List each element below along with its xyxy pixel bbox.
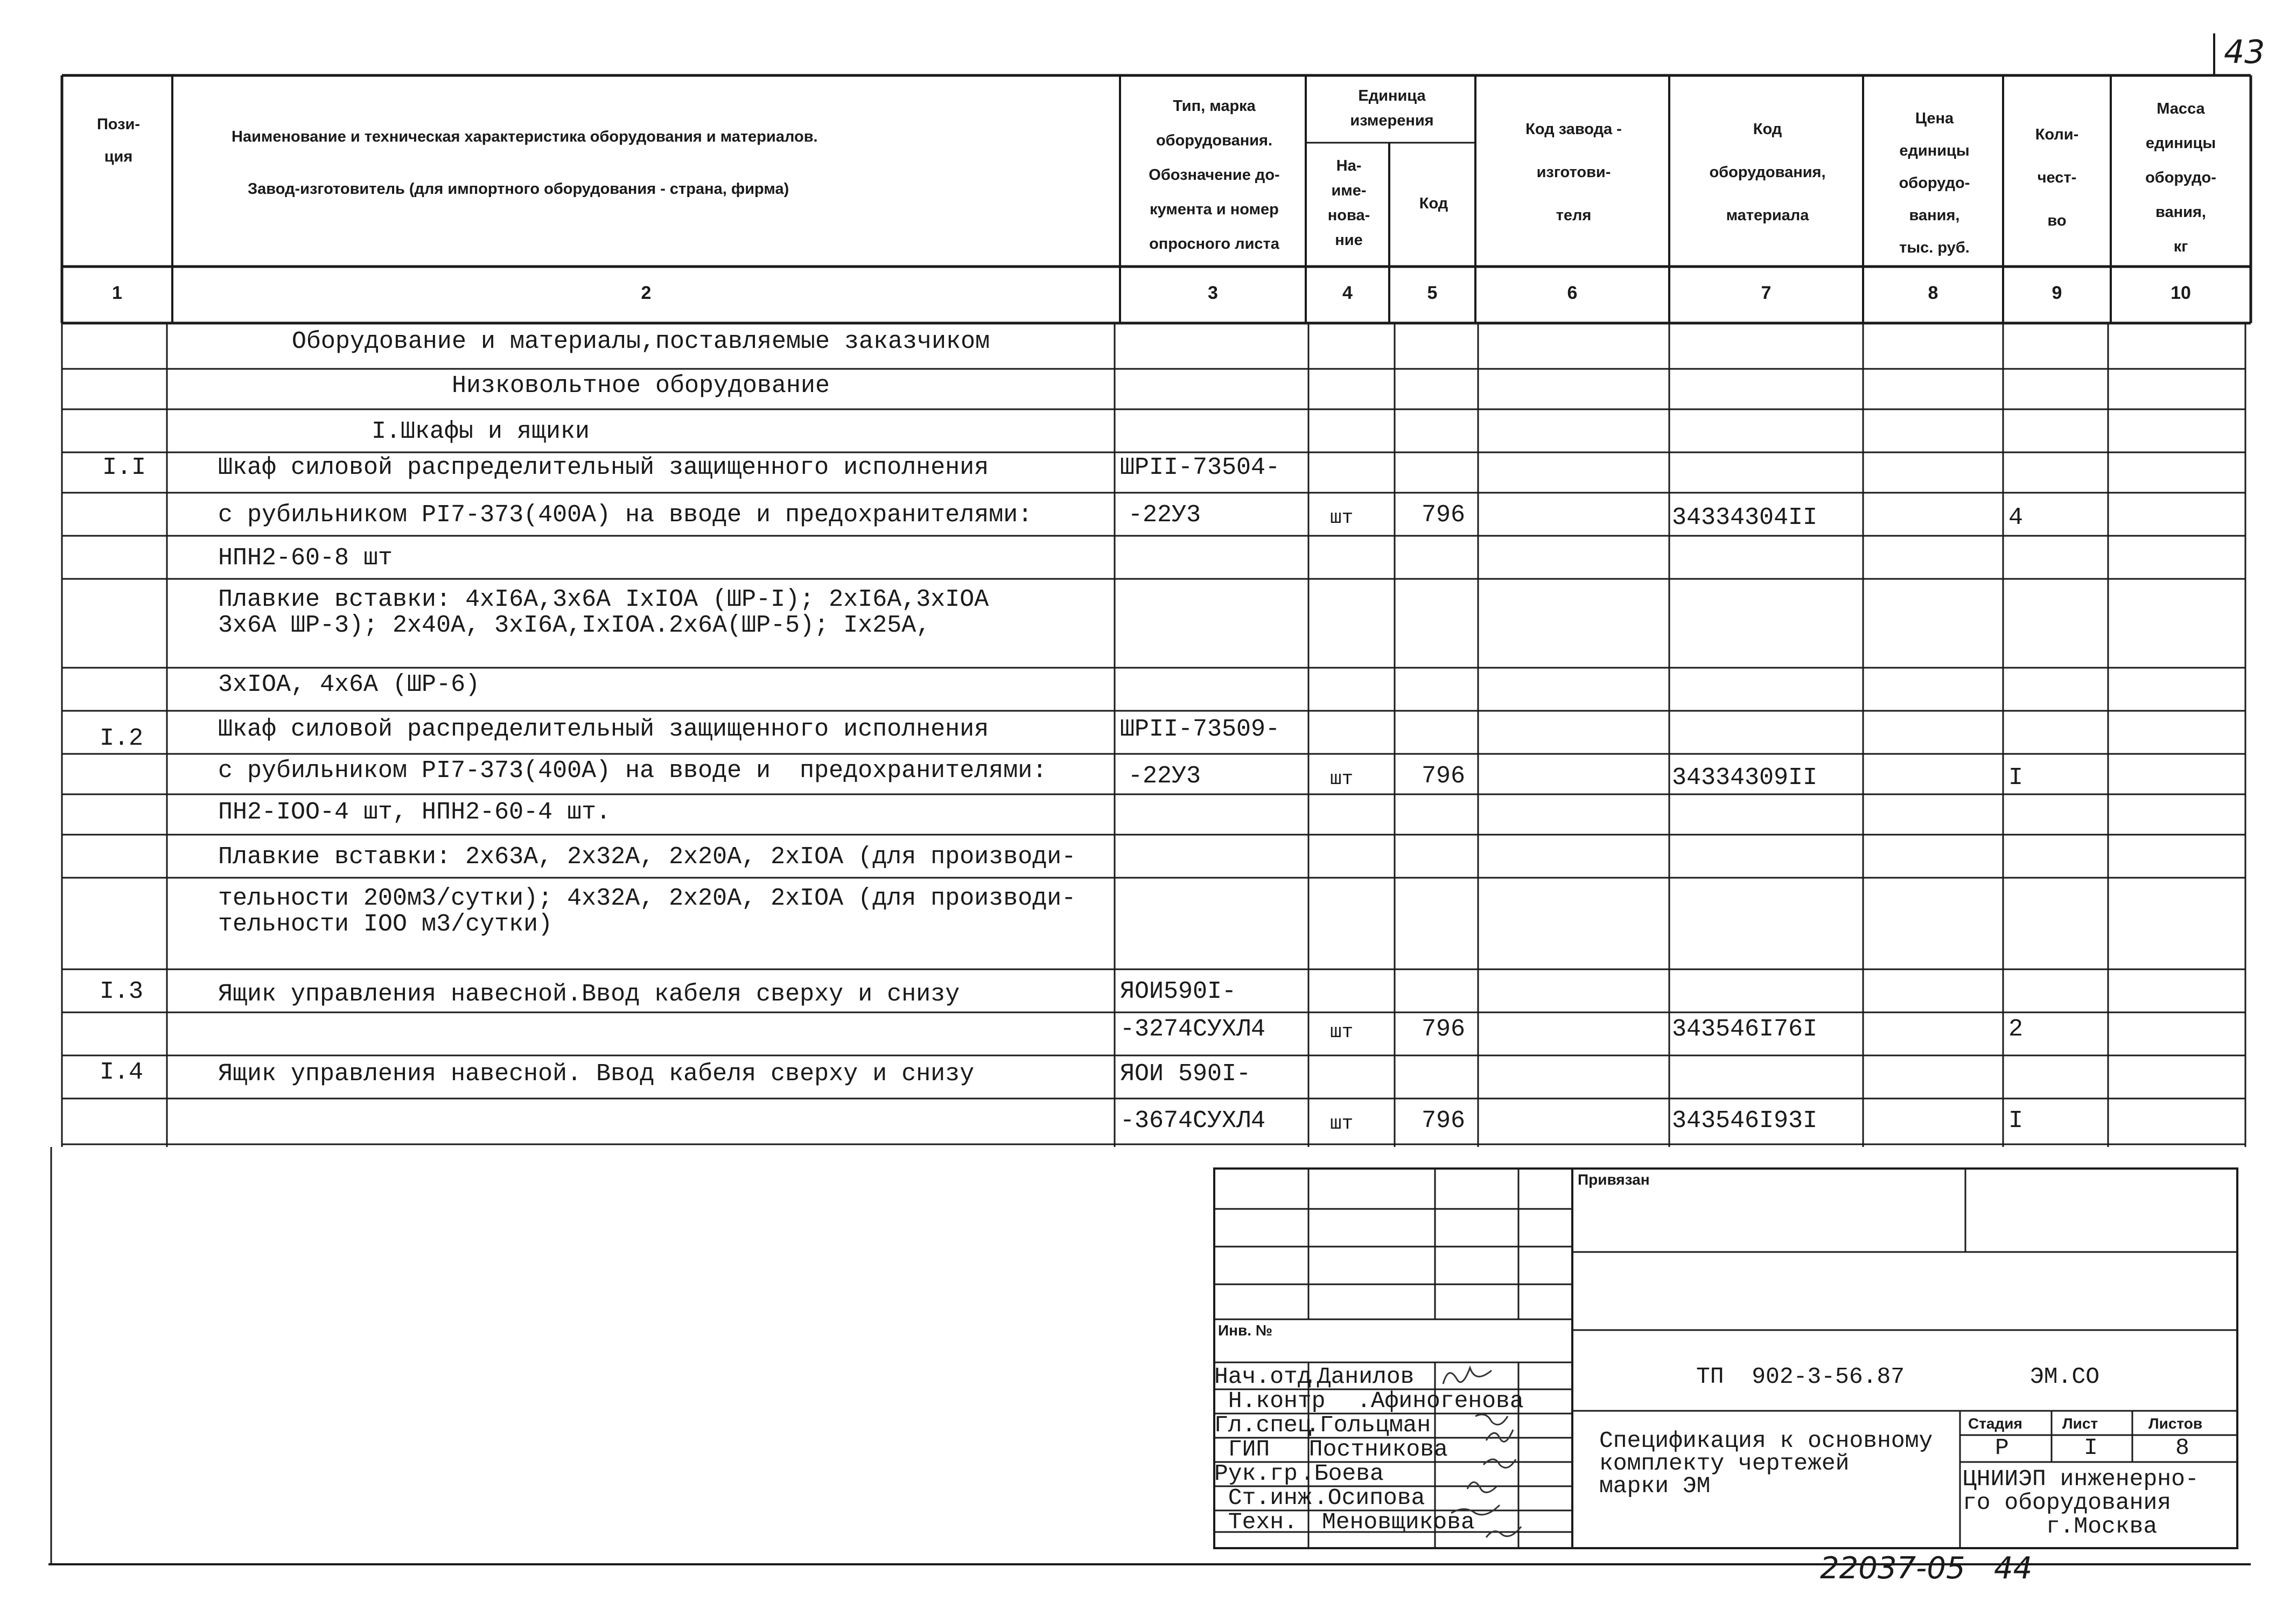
row-type: ШРII-73509- <box>1120 716 1280 743</box>
stamp-person-name: .Гольцман <box>1306 1412 1431 1438</box>
row-name: 3хIОА, 4х6А (ШР-6) <box>218 671 480 698</box>
stamp-sheets: 8 <box>2175 1435 2189 1461</box>
stamp-doc-title: Спецификация к основному комплекту чертежей марки ЭМ <box>1599 1428 1933 1499</box>
colnum-4: 4 <box>1342 283 1353 303</box>
row-position: I.3 <box>100 978 144 1005</box>
stamp-person-name: Меновщикова <box>1322 1509 1475 1535</box>
stamp-organization: ЦНИИЭП инженерно- го оборудования г.Москва <box>1963 1466 2199 1540</box>
row-type: ЯОИ 590I- <box>1120 1060 1251 1088</box>
header-mass-l5: кг <box>2173 238 2188 255</box>
colnum-8: 8 <box>1928 283 1938 303</box>
row-quantity: 4 <box>2008 504 2024 531</box>
header-position-line1: Пози- <box>96 116 141 133</box>
header-qty-l2: чест- <box>2037 169 2077 186</box>
row-name: Шкаф силовой распределительный защищенного исполнения <box>218 716 989 743</box>
header-price-l2: единицы <box>1899 142 1970 159</box>
row-name: тельности 200м3/сутки); 4х32А, 2х20А, 2хIОА (для производи- тельности IОО м3/сутки) <box>218 885 1076 938</box>
header-mass-l3: оборудо- <box>2145 169 2216 186</box>
row-type: -3674СУХЛ4 <box>1120 1107 1266 1135</box>
header-mass-l2: единицы <box>2145 135 2216 152</box>
page-number: 43 <box>2224 33 2265 71</box>
header-factory-l1: Код завода - <box>1525 121 1622 138</box>
colnum-2: 2 <box>641 283 652 303</box>
header-unit-l1: Единица <box>1358 87 1426 104</box>
stamp-role: Нач.отд <box>1214 1363 1312 1390</box>
row-unit-code: 796 <box>1422 501 1466 529</box>
row-name: Шкаф силовой распределительный защищенного исполнения <box>218 454 989 481</box>
signature-mark <box>1467 1482 1497 1493</box>
stamp-doc-code: ТП 902-3-56.87 <box>1696 1363 1905 1390</box>
row-type: -22У3 <box>1128 762 1201 790</box>
colnum-5: 5 <box>1427 283 1438 303</box>
colnum-7: 7 <box>1761 283 1772 303</box>
row-name: Плавкие вставки: 2х63А, 2х32А, 2х20А, 2хIОА (для производи- <box>218 843 1076 871</box>
stamp-stage: Р <box>1995 1435 2009 1461</box>
row-equipment-code: 34334304II <box>1672 504 1818 531</box>
row-unit-code: 796 <box>1422 1107 1466 1135</box>
header-unit-name-l1: На- <box>1336 157 1362 174</box>
colnum-9: 9 <box>2052 283 2062 303</box>
stamp-sheet-label: Лист <box>2062 1415 2098 1432</box>
header-name-line2: Завод-изготовитель (для импортного оборудования - страна, фирма) <box>248 180 789 198</box>
colnum-1: 1 <box>112 283 122 303</box>
header-factory-l2: изготови- <box>1536 164 1611 181</box>
signature-mark <box>1451 1505 1500 1515</box>
header-unit-code: Код <box>1419 195 1448 212</box>
signature-mark <box>1443 1368 1492 1384</box>
row-equipment-code: 343546I93I <box>1672 1107 1818 1135</box>
row-name: с рубильником РI7-373(400А) на вводе и предохранителями: <box>218 501 1033 529</box>
stamp-person-name: Постникова <box>1295 1436 1448 1463</box>
stamp-role: Ст.инж <box>1214 1485 1312 1511</box>
colnum-10: 10 <box>2171 283 2191 303</box>
header-type-l4: кумента и номер <box>1150 201 1279 218</box>
row-equipment-code: 34334309II <box>1672 764 1818 792</box>
section-title: Оборудование и материалы,поставляемые заказчиком <box>291 328 990 355</box>
row-unit: шт <box>1330 507 1354 529</box>
stamp-role: Рук.гр <box>1214 1460 1298 1487</box>
section-subtitle: Низковольтное оборудование <box>451 372 830 400</box>
stamp-stage-label: Стадия <box>1968 1415 2022 1432</box>
header-type-l5: опросного листа <box>1149 235 1279 253</box>
header-equip-l1: Код <box>1753 121 1782 138</box>
row-unit-code: 796 <box>1422 1016 1466 1043</box>
header-price-l4: вания, <box>1909 207 1960 224</box>
row-unit: шт <box>1330 1113 1354 1135</box>
row-unit: шт <box>1330 768 1354 790</box>
header-type-l3: Обозначение до- <box>1149 166 1280 184</box>
row-quantity: I <box>2008 1107 2024 1135</box>
row-type: -22У3 <box>1128 501 1201 529</box>
row-position: I.2 <box>100 725 144 752</box>
signature-mark <box>1483 1459 1516 1468</box>
row-unit: шт <box>1330 1021 1354 1043</box>
row-name: ПН2-IОО-4 шт, НПН2-60-4 шт. <box>218 799 611 826</box>
header-price-l5: тыс. руб. <box>1899 239 1970 256</box>
header-type-l1: Тип, марка <box>1173 97 1256 115</box>
header-unit-name-l2: име- <box>1331 182 1367 199</box>
row-quantity: 2 <box>2008 1016 2024 1043</box>
header-unit-name-l3: нова- <box>1327 207 1370 224</box>
header-qty-l1: Коли- <box>2035 126 2079 143</box>
header-qty-l3: во <box>2047 212 2067 229</box>
header-position-line2: ция <box>104 148 133 165</box>
stamp-privyazan-label: Привязан <box>1578 1171 1650 1188</box>
row-name: с рубильником РI7-373(400А) на вводе и предохранителями: <box>218 757 1047 785</box>
row-name: Ящик управления навесной.Ввод кабеля сверху и снизу <box>218 981 960 1008</box>
stamp-role: Техн. <box>1214 1509 1298 1535</box>
row-equipment-code: 343546I76I <box>1672 1016 1818 1043</box>
stamp-doc-mark: ЭМ.СО <box>2030 1363 2100 1390</box>
row-name: Плавкие вставки: 4хI6А,3х6А IхIОА (ШР-I); 2хI6А,3хIОА 3х6А ШР-3); 2х40А, 3хI6А,IхIОА.2х6А(ШР-5); Iх25А, <box>218 586 989 639</box>
row-quantity: I <box>2008 764 2024 792</box>
stamp-sheets-label: Листов <box>2148 1415 2203 1432</box>
row-position: I.I <box>102 454 146 481</box>
row-type: ШРII-73504- <box>1120 454 1280 481</box>
signature-mark <box>1475 1415 1508 1425</box>
header-unit-name-l4: ние <box>1335 232 1363 249</box>
stamp-inv-label: Инв. № <box>1218 1322 1273 1339</box>
stamp-sheet: I <box>2084 1435 2098 1461</box>
row-type: -3274СУХЛ4 <box>1120 1016 1266 1043</box>
stamp-role: Гл.спец <box>1214 1412 1312 1438</box>
colnum-6: 6 <box>1567 283 1578 303</box>
row-position: I.4 <box>100 1059 144 1086</box>
header-unit-l2: измерения <box>1350 112 1434 129</box>
header-factory-l3: теля <box>1556 207 1592 224</box>
stamp-role: Н.контр <box>1214 1388 1326 1414</box>
row-name: НПН2-60-8 шт <box>218 544 393 572</box>
row-unit-code: 796 <box>1422 762 1466 790</box>
header-mass-l1: Масса <box>2157 100 2205 117</box>
section-group-title: I.Шкафы и ящики <box>372 418 590 445</box>
header-type-l2: оборудования. <box>1156 132 1273 149</box>
header-price-l3: оборудо- <box>1899 174 1970 192</box>
header-mass-l4: вания, <box>2155 204 2206 221</box>
bottom-archive-number: 22037-05 44 <box>1820 1551 2033 1586</box>
stamp-person-name: .Данилов <box>1303 1363 1415 1390</box>
stamp-person-name: .Афиногенова <box>1357 1388 1524 1414</box>
signature-mark <box>1486 1430 1513 1442</box>
header-name-line1: Наименование и техническая характеристика оборудования и материалов. <box>232 128 818 145</box>
header-equip-l2: оборудования, <box>1709 164 1826 181</box>
header-price-l1: Цена <box>1915 110 1954 127</box>
stamp-person-name: .Боева <box>1300 1460 1384 1487</box>
stamp-role: ГИП <box>1214 1436 1270 1463</box>
stamp-person-name: .Осипова <box>1314 1485 1425 1511</box>
row-name: Ящик управления навесной. Ввод кабеля сверху и снизу <box>218 1060 975 1088</box>
header-equip-l3: материала <box>1726 207 1809 224</box>
signature-mark <box>1486 1527 1521 1537</box>
colnum-3: 3 <box>1208 283 1218 303</box>
row-type: ЯОИ590I- <box>1120 978 1237 1005</box>
